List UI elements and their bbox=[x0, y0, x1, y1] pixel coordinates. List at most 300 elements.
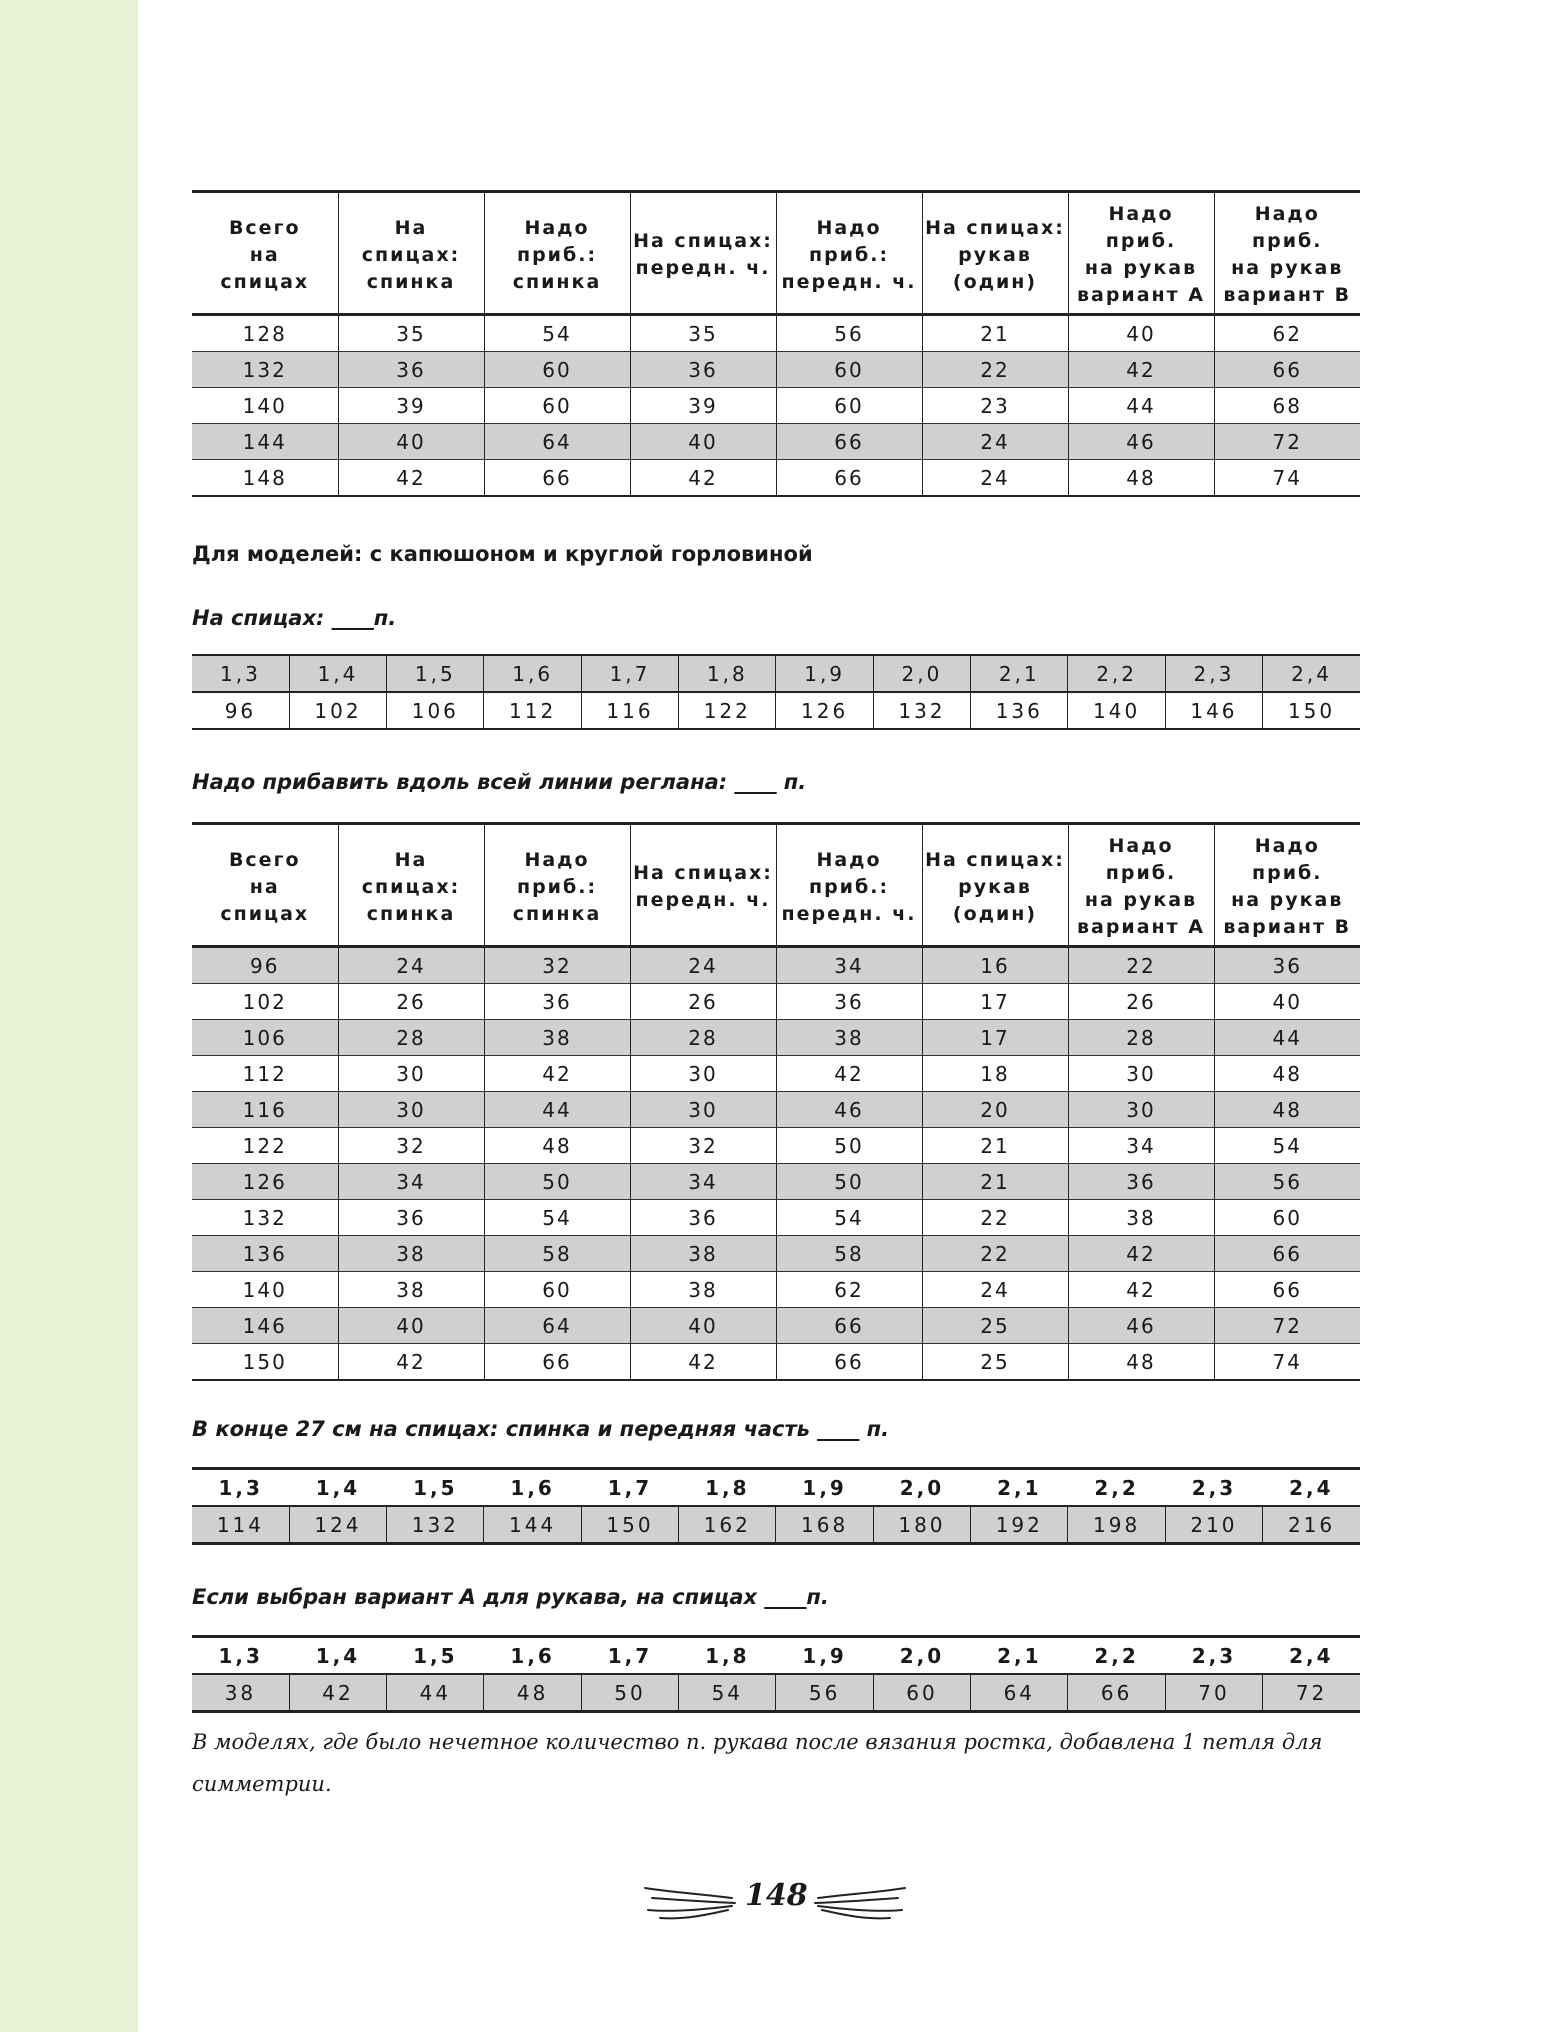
table-row bbox=[192, 1020, 1360, 1056]
table-cell: 22 bbox=[1068, 947, 1214, 984]
table-cell: 56 bbox=[1214, 1164, 1360, 1200]
table-cell: 128 bbox=[192, 315, 338, 352]
table-cell: 48 bbox=[1068, 460, 1214, 497]
table-cell: 192 bbox=[971, 1506, 1068, 1544]
table-cell: 56 bbox=[776, 1674, 873, 1712]
table-cell: 1,4 bbox=[289, 1637, 386, 1675]
table-cell: 2,2 bbox=[1068, 1637, 1165, 1675]
column-header bbox=[192, 192, 338, 315]
table-cell: 24 bbox=[922, 1272, 1068, 1308]
table-cell: 38 bbox=[338, 1236, 484, 1272]
table-cell: 1,6 bbox=[484, 1469, 581, 1507]
table-cell: 36 bbox=[630, 352, 776, 388]
column-header-line: На спицах: bbox=[633, 230, 773, 252]
table-cell: 96 bbox=[192, 692, 289, 729]
table-row bbox=[192, 1092, 1360, 1128]
column-header-line: Надо bbox=[816, 848, 882, 871]
column-header-line: вариант А bbox=[1076, 916, 1206, 938]
table-cell: 25 bbox=[922, 1308, 1068, 1344]
table-cell: 132 bbox=[387, 1506, 484, 1544]
table-cell: 2,3 bbox=[1165, 1469, 1262, 1507]
table-cell: 66 bbox=[1068, 1674, 1165, 1712]
table-cell: 24 bbox=[630, 947, 776, 984]
table-cell: 17 bbox=[922, 1020, 1068, 1056]
table-cell: 122 bbox=[192, 1128, 338, 1164]
table-cell: 136 bbox=[971, 692, 1068, 729]
table-cell: 2,4 bbox=[1263, 655, 1360, 692]
table-cell: 1,8 bbox=[679, 1469, 776, 1507]
table-cell: 42 bbox=[1068, 1236, 1214, 1272]
column-header-line: Надо приб. bbox=[1105, 203, 1177, 252]
column-header bbox=[484, 192, 630, 315]
table-cell: 44 bbox=[1214, 1020, 1360, 1056]
column-header-line: передн. ч. bbox=[781, 902, 917, 925]
table-cell: 64 bbox=[484, 1308, 630, 1344]
gauge-row bbox=[192, 1637, 1360, 1675]
column-header bbox=[1214, 824, 1360, 947]
table-cell: 50 bbox=[484, 1164, 630, 1200]
page-content bbox=[192, 190, 1360, 1805]
table-cell: 28 bbox=[338, 1020, 484, 1056]
table-cell: 2,4 bbox=[1263, 1637, 1360, 1675]
table-cell: 46 bbox=[776, 1092, 922, 1128]
table-cell: 1,8 bbox=[679, 1637, 776, 1675]
table-cell: 60 bbox=[1214, 1200, 1360, 1236]
table-cell: 102 bbox=[192, 984, 338, 1020]
column-header-line: спицах bbox=[220, 270, 310, 293]
table-cell: 48 bbox=[484, 1128, 630, 1164]
table-cell: 34 bbox=[776, 947, 922, 984]
table-cell: 38 bbox=[484, 1020, 630, 1056]
table-cell: 36 bbox=[776, 984, 922, 1020]
stitch-count-row bbox=[192, 692, 1360, 729]
table-row bbox=[192, 460, 1360, 497]
column-header bbox=[922, 824, 1068, 947]
table-cell: 28 bbox=[630, 1020, 776, 1056]
table-cell: 46 bbox=[1068, 424, 1214, 460]
table-cell: 48 bbox=[1214, 1056, 1360, 1092]
table-cell: 146 bbox=[192, 1308, 338, 1344]
table-cell: 60 bbox=[484, 1272, 630, 1308]
column-header-line: На bbox=[394, 216, 428, 239]
table-cell: 50 bbox=[776, 1128, 922, 1164]
table-cell: 36 bbox=[1068, 1164, 1214, 1200]
table-cell: 23 bbox=[922, 388, 1068, 424]
table-cell: 70 bbox=[1165, 1674, 1262, 1712]
table-cell: 68 bbox=[1214, 388, 1360, 424]
table-cell: 102 bbox=[289, 692, 386, 729]
table-cell: 17 bbox=[922, 984, 1068, 1020]
column-header-line: передн. ч. bbox=[781, 270, 917, 293]
column-header-line: спинка bbox=[366, 902, 456, 925]
table-cell: 60 bbox=[776, 352, 922, 388]
table-cell: 21 bbox=[922, 315, 1068, 352]
table-cell: 96 bbox=[192, 947, 338, 984]
column-header-line: вариант А bbox=[1076, 284, 1206, 306]
table-cell: 42 bbox=[630, 1344, 776, 1381]
table-cell: 39 bbox=[338, 388, 484, 424]
table-cell: 72 bbox=[1214, 424, 1360, 460]
column-header-line: спинка bbox=[366, 270, 456, 293]
table-cell: 50 bbox=[776, 1164, 922, 1200]
table-cell: 132 bbox=[192, 352, 338, 388]
column-header bbox=[338, 192, 484, 315]
side-color-strip bbox=[0, 0, 138, 2032]
table-cell: 42 bbox=[630, 460, 776, 497]
table-cell: 34 bbox=[338, 1164, 484, 1200]
table-cell: 116 bbox=[192, 1092, 338, 1128]
table-row bbox=[192, 1128, 1360, 1164]
column-header-line: спицах: bbox=[361, 875, 461, 898]
table-cell: 18 bbox=[922, 1056, 1068, 1092]
table-cell: 2,2 bbox=[1068, 655, 1165, 692]
column-header-line: на bbox=[249, 243, 280, 266]
stitch-count-table-2 bbox=[192, 822, 1360, 1381]
table-cell: 48 bbox=[1214, 1092, 1360, 1128]
table-cell: 66 bbox=[1214, 1272, 1360, 1308]
table-cell: 35 bbox=[630, 315, 776, 352]
page-number-ornament bbox=[640, 1870, 910, 1930]
table-cell: 66 bbox=[1214, 1236, 1360, 1272]
table-cell: 114 bbox=[192, 1506, 289, 1544]
table-cell: 136 bbox=[192, 1236, 338, 1272]
table-cell: 39 bbox=[630, 388, 776, 424]
table-cell: 38 bbox=[1068, 1200, 1214, 1236]
table-row bbox=[192, 388, 1360, 424]
table-row bbox=[192, 1308, 1360, 1344]
table-cell: 1,3 bbox=[192, 655, 289, 692]
table-cell: 30 bbox=[630, 1092, 776, 1128]
table-cell: 2,4 bbox=[1263, 1469, 1360, 1507]
table-cell: 140 bbox=[1068, 692, 1165, 729]
column-header-line: Надо приб. bbox=[1251, 835, 1323, 884]
table-cell: 74 bbox=[1214, 460, 1360, 497]
table-cell: 36 bbox=[338, 1200, 484, 1236]
table-cell: 48 bbox=[484, 1674, 581, 1712]
gauge-table-3 bbox=[192, 1635, 1360, 1713]
column-header-line: на рукав bbox=[1231, 257, 1344, 279]
column-header-line: Всего bbox=[228, 848, 301, 871]
table-cell: 26 bbox=[338, 984, 484, 1020]
gauge-row bbox=[192, 1469, 1360, 1507]
table-cell: 58 bbox=[484, 1236, 630, 1272]
table-cell: 40 bbox=[1214, 984, 1360, 1020]
table-row bbox=[192, 1164, 1360, 1200]
table-cell: 168 bbox=[776, 1506, 873, 1544]
table-cell: 32 bbox=[630, 1128, 776, 1164]
table-cell: 24 bbox=[922, 460, 1068, 497]
table-cell: 40 bbox=[338, 1308, 484, 1344]
column-header-line: На спицах: bbox=[633, 862, 773, 884]
section-title-after-27cm: В конце 27 см на спицах: спинка и передняя часть ____ п. bbox=[192, 1417, 890, 1441]
table-row bbox=[192, 947, 1360, 984]
table-cell: 66 bbox=[484, 1344, 630, 1381]
table-row bbox=[192, 1056, 1360, 1092]
table-cell: 132 bbox=[192, 1200, 338, 1236]
table-cell: 144 bbox=[484, 1506, 581, 1544]
table-cell: 44 bbox=[387, 1674, 484, 1712]
table-cell: 35 bbox=[338, 315, 484, 352]
table-cell: 2,0 bbox=[873, 1469, 970, 1507]
column-header bbox=[630, 824, 776, 947]
column-header-line: Надо bbox=[524, 848, 590, 871]
table-cell: 38 bbox=[630, 1236, 776, 1272]
table-cell: 38 bbox=[630, 1272, 776, 1308]
table-cell: 112 bbox=[192, 1056, 338, 1092]
table-cell: 22 bbox=[922, 1236, 1068, 1272]
table-cell: 32 bbox=[484, 947, 630, 984]
table-cell: 36 bbox=[1214, 947, 1360, 984]
table-cell: 1,6 bbox=[484, 1637, 581, 1675]
table-cell: 38 bbox=[338, 1272, 484, 1308]
table-cell: 20 bbox=[922, 1092, 1068, 1128]
table-cell: 2,1 bbox=[971, 655, 1068, 692]
table-cell: 44 bbox=[1068, 388, 1214, 424]
table-cell: 1,9 bbox=[776, 1469, 873, 1507]
table-cell: 106 bbox=[192, 1020, 338, 1056]
table-row bbox=[192, 1344, 1360, 1381]
table-cell: 22 bbox=[922, 1200, 1068, 1236]
table-cell: 58 bbox=[776, 1236, 922, 1272]
table-cell: 112 bbox=[484, 692, 581, 729]
table-header-row bbox=[192, 824, 1360, 947]
table-cell: 28 bbox=[1068, 1020, 1214, 1056]
table-cell: 25 bbox=[922, 1344, 1068, 1381]
table-cell: 30 bbox=[338, 1092, 484, 1128]
table-cell: 38 bbox=[192, 1674, 289, 1712]
table-cell: 64 bbox=[484, 424, 630, 460]
table-cell: 1,5 bbox=[387, 1469, 484, 1507]
table-cell: 60 bbox=[873, 1674, 970, 1712]
table-cell: 32 bbox=[338, 1128, 484, 1164]
table-cell: 21 bbox=[922, 1128, 1068, 1164]
table-cell: 2,1 bbox=[971, 1637, 1068, 1675]
column-header-line: Надо приб. bbox=[1251, 203, 1323, 252]
table-cell: 42 bbox=[289, 1674, 386, 1712]
table-cell: 26 bbox=[1068, 984, 1214, 1020]
table-cell: 2,1 bbox=[971, 1469, 1068, 1507]
table-cell: 74 bbox=[1214, 1344, 1360, 1381]
table-cell: 42 bbox=[1068, 352, 1214, 388]
table-cell: 60 bbox=[776, 388, 922, 424]
column-header bbox=[776, 192, 922, 315]
table-cell: 1,7 bbox=[581, 1637, 678, 1675]
gauge-table-1 bbox=[192, 654, 1360, 730]
table-cell: 140 bbox=[192, 1272, 338, 1308]
table-cell: 24 bbox=[338, 947, 484, 984]
table-cell: 210 bbox=[1165, 1506, 1262, 1544]
table-cell: 124 bbox=[289, 1506, 386, 1544]
table-cell: 1,5 bbox=[387, 655, 484, 692]
table-row bbox=[192, 1200, 1360, 1236]
table-cell: 16 bbox=[922, 947, 1068, 984]
table-cell: 60 bbox=[484, 352, 630, 388]
column-header-line: На спицах: bbox=[925, 216, 1065, 239]
table-cell: 66 bbox=[776, 1344, 922, 1381]
column-header-line: приб.: bbox=[516, 875, 598, 898]
table-cell: 122 bbox=[679, 692, 776, 729]
table-cell: 62 bbox=[776, 1272, 922, 1308]
table-cell: 38 bbox=[776, 1020, 922, 1056]
column-header bbox=[922, 192, 1068, 315]
table-row bbox=[192, 984, 1360, 1020]
table-cell: 66 bbox=[776, 424, 922, 460]
table-cell: 216 bbox=[1263, 1506, 1360, 1544]
column-header-line: на рукав bbox=[1231, 889, 1344, 911]
table-cell: 30 bbox=[338, 1056, 484, 1092]
table-cell: 2,2 bbox=[1068, 1469, 1165, 1507]
section-title-variant-a: Если выбран вариант А для рукава, на спицах ____п. bbox=[192, 1585, 829, 1609]
table-cell: 148 bbox=[192, 460, 338, 497]
table-cell: 54 bbox=[484, 315, 630, 352]
gauge-table-2 bbox=[192, 1467, 1360, 1545]
table-cell: 42 bbox=[1068, 1272, 1214, 1308]
table-cell: 34 bbox=[1068, 1128, 1214, 1164]
column-header bbox=[630, 192, 776, 315]
table-cell: 36 bbox=[484, 984, 630, 1020]
footnote: В моделях, где было нечетное количество п. рукава после вязания ростка, добавлена 1 петля для симметрии. bbox=[192, 1730, 1323, 1796]
column-header-line: На bbox=[394, 848, 428, 871]
column-header-line: вариант В bbox=[1223, 916, 1352, 938]
table-cell: 36 bbox=[630, 1200, 776, 1236]
table-cell: 126 bbox=[776, 692, 873, 729]
section-title-raglan-increase: Надо прибавить вдоль всей линии реглана: ____ п. bbox=[192, 770, 807, 794]
table-cell: 22 bbox=[922, 352, 1068, 388]
table-cell: 46 bbox=[1068, 1308, 1214, 1344]
column-header bbox=[192, 824, 338, 947]
column-header-line: Всего bbox=[228, 216, 301, 239]
table-cell: 72 bbox=[1214, 1308, 1360, 1344]
table-cell: 2,3 bbox=[1165, 655, 1262, 692]
column-header-line: приб.: bbox=[516, 243, 598, 266]
table-row bbox=[192, 352, 1360, 388]
section-title-on-needles: На спицах: ____п. bbox=[192, 606, 397, 630]
table-cell: 1,3 bbox=[192, 1637, 289, 1675]
table-cell: 62 bbox=[1214, 315, 1360, 352]
table-row bbox=[192, 1272, 1360, 1308]
table-cell: 64 bbox=[971, 1674, 1068, 1712]
table-cell: 24 bbox=[922, 424, 1068, 460]
table-cell: 54 bbox=[1214, 1128, 1360, 1164]
table-cell: 106 bbox=[387, 692, 484, 729]
table-cell: 36 bbox=[338, 352, 484, 388]
column-header-line: на рукав bbox=[1084, 889, 1198, 911]
table-cell: 66 bbox=[484, 460, 630, 497]
column-header-line: Надо bbox=[816, 216, 882, 239]
column-header-line: на рукав bbox=[1084, 257, 1198, 279]
column-header-line: Надо приб. bbox=[1105, 835, 1177, 884]
column-header-line: спинка bbox=[512, 902, 602, 925]
column-header-line: На спицах: bbox=[925, 848, 1065, 871]
table-cell: 1,5 bbox=[387, 1637, 484, 1675]
column-header-line: спинка bbox=[512, 270, 602, 293]
table-cell: 26 bbox=[630, 984, 776, 1020]
column-header bbox=[338, 824, 484, 947]
table-cell: 50 bbox=[581, 1674, 678, 1712]
gauge-row bbox=[192, 655, 1360, 692]
table-cell: 40 bbox=[630, 1308, 776, 1344]
table-cell: 1,6 bbox=[484, 655, 581, 692]
table-cell: 40 bbox=[1068, 315, 1214, 352]
table-cell: 1,7 bbox=[581, 655, 678, 692]
section-title-models: Для моделей: с капюшоном и круглой горловиной bbox=[192, 542, 813, 566]
table-cell: 2,0 bbox=[873, 655, 970, 692]
table-cell: 2,3 bbox=[1165, 1637, 1262, 1675]
table-cell: 150 bbox=[1263, 692, 1360, 729]
table-cell: 40 bbox=[338, 424, 484, 460]
table-cell: 48 bbox=[1068, 1344, 1214, 1381]
table-cell: 1,7 bbox=[581, 1469, 678, 1507]
column-header-line: (один) bbox=[952, 270, 1038, 293]
column-header-line: рукав bbox=[958, 875, 1032, 898]
table-cell: 34 bbox=[630, 1164, 776, 1200]
column-header-line: передн. ч. bbox=[635, 257, 771, 279]
table-cell: 1,8 bbox=[679, 655, 776, 692]
table-cell: 144 bbox=[192, 424, 338, 460]
column-header-line: спицах bbox=[220, 902, 310, 925]
table-cell: 30 bbox=[1068, 1092, 1214, 1128]
table-row bbox=[192, 1236, 1360, 1272]
column-header bbox=[776, 824, 922, 947]
table-cell: 40 bbox=[630, 424, 776, 460]
table-cell: 54 bbox=[484, 1200, 630, 1236]
column-header bbox=[1214, 192, 1360, 315]
column-header-line: приб.: bbox=[808, 243, 890, 266]
table-cell: 56 bbox=[776, 315, 922, 352]
table-row bbox=[192, 315, 1360, 352]
stitch-count-row bbox=[192, 1506, 1360, 1544]
table-cell: 21 bbox=[922, 1164, 1068, 1200]
column-header-line: приб.: bbox=[808, 875, 890, 898]
table-cell: 1,3 bbox=[192, 1469, 289, 1507]
table-cell: 66 bbox=[1214, 352, 1360, 388]
table-cell: 150 bbox=[192, 1344, 338, 1381]
column-header-line: вариант В bbox=[1223, 284, 1352, 306]
stitch-count-row bbox=[192, 1674, 1360, 1712]
table-row bbox=[192, 424, 1360, 460]
table-cell: 44 bbox=[484, 1092, 630, 1128]
table-cell: 180 bbox=[873, 1506, 970, 1544]
table-cell: 150 bbox=[581, 1506, 678, 1544]
column-header bbox=[1068, 824, 1214, 947]
table-cell: 66 bbox=[776, 460, 922, 497]
table-cell: 132 bbox=[873, 692, 970, 729]
table-cell: 30 bbox=[630, 1056, 776, 1092]
page-number: 148 bbox=[745, 1878, 808, 1913]
table-cell: 162 bbox=[679, 1506, 776, 1544]
table-cell: 2,0 bbox=[873, 1637, 970, 1675]
table-cell: 54 bbox=[776, 1200, 922, 1236]
column-header bbox=[1068, 192, 1214, 315]
column-header bbox=[484, 824, 630, 947]
table-header-row bbox=[192, 192, 1360, 315]
column-header-line: передн. ч. bbox=[635, 889, 771, 911]
table-cell: 1,9 bbox=[776, 655, 873, 692]
column-header-line: на bbox=[249, 875, 280, 898]
table-cell: 42 bbox=[338, 1344, 484, 1381]
table-cell: 1,4 bbox=[289, 1469, 386, 1507]
table-cell: 140 bbox=[192, 388, 338, 424]
column-header-line: (один) bbox=[952, 902, 1038, 925]
column-header-line: Надо bbox=[524, 216, 590, 239]
table-cell: 42 bbox=[338, 460, 484, 497]
column-header-line: спицах: bbox=[361, 243, 461, 266]
table-cell: 116 bbox=[581, 692, 678, 729]
table-cell: 126 bbox=[192, 1164, 338, 1200]
column-header-line: рукав bbox=[958, 243, 1032, 266]
table-cell: 30 bbox=[1068, 1056, 1214, 1092]
table-cell: 198 bbox=[1068, 1506, 1165, 1544]
